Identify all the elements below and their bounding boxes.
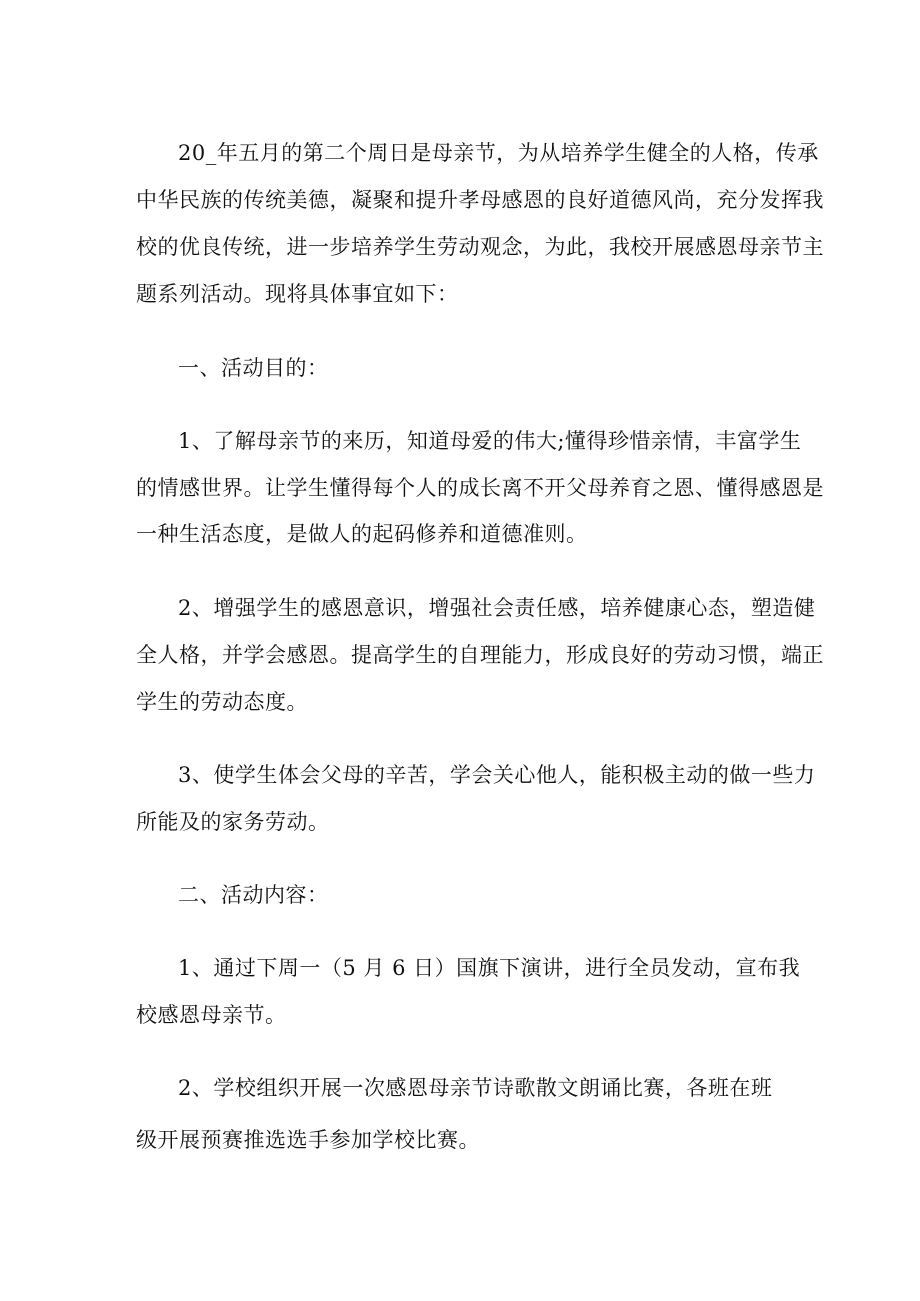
goal-1-line-2: 的情感世界。让学生懂得每个人的成长离不开父母养育之恩、懂得感恩是 xyxy=(136,476,824,500)
goal-2-line-1: 2、增强学生的感恩意识，增强社会责任感，培养健康心态，塑造健 xyxy=(178,596,816,620)
content-1-line-1: 1、通过下周一（5 月 6 日）国旗下演讲，进行全员发动，宣布我 xyxy=(178,956,801,980)
section-heading-goals: 一、活动目的： xyxy=(178,356,329,380)
content-1-line-2: 校感恩母亲节。 xyxy=(136,1003,287,1027)
goal-1-line-1: 1、了解母亲节的来历，知道母爱的伟大;懂得珍惜亲情，丰富学生 xyxy=(178,429,802,453)
goal-2-line-2: 全人格，并学会感恩。提高学生的自理能力，形成良好的劳动习惯，端正 xyxy=(136,643,824,667)
content-2-line-1: 2、学校组织开展一次感恩母亲节诗歌散文朗诵比赛，各班在班 xyxy=(178,1076,773,1100)
intro-line-4: 题系列活动。现将具体事宜如下： xyxy=(136,282,459,306)
goal-3-line-1: 3、使学生体会父母的辛苦，学会关心他人，能积极主动的做一些力 xyxy=(178,763,816,787)
intro-line-1: 20_年五月的第二个周日是母亲节，为从培养学生健全的人格，传承 xyxy=(178,141,819,165)
section-heading-content: 二、活动内容： xyxy=(178,883,329,907)
intro-line-3: 校的优良传统，进一步培养学生劳动观念，为此，我校开展感恩母亲节主 xyxy=(136,235,824,259)
goal-3-line-2: 所能及的家务劳动。 xyxy=(136,810,330,834)
intro-line-2: 中华民族的传统美德，凝聚和提升孝母感恩的良好道德风尚，充分发挥我 xyxy=(136,188,824,212)
goal-2-line-3: 学生的劳动态度。 xyxy=(136,690,308,714)
content-2-line-2: 级开展预赛推选选手参加学校比赛。 xyxy=(136,1128,480,1152)
goal-1-line-3: 一种生活态度，是做人的起码修养和道德准则。 xyxy=(136,522,588,546)
